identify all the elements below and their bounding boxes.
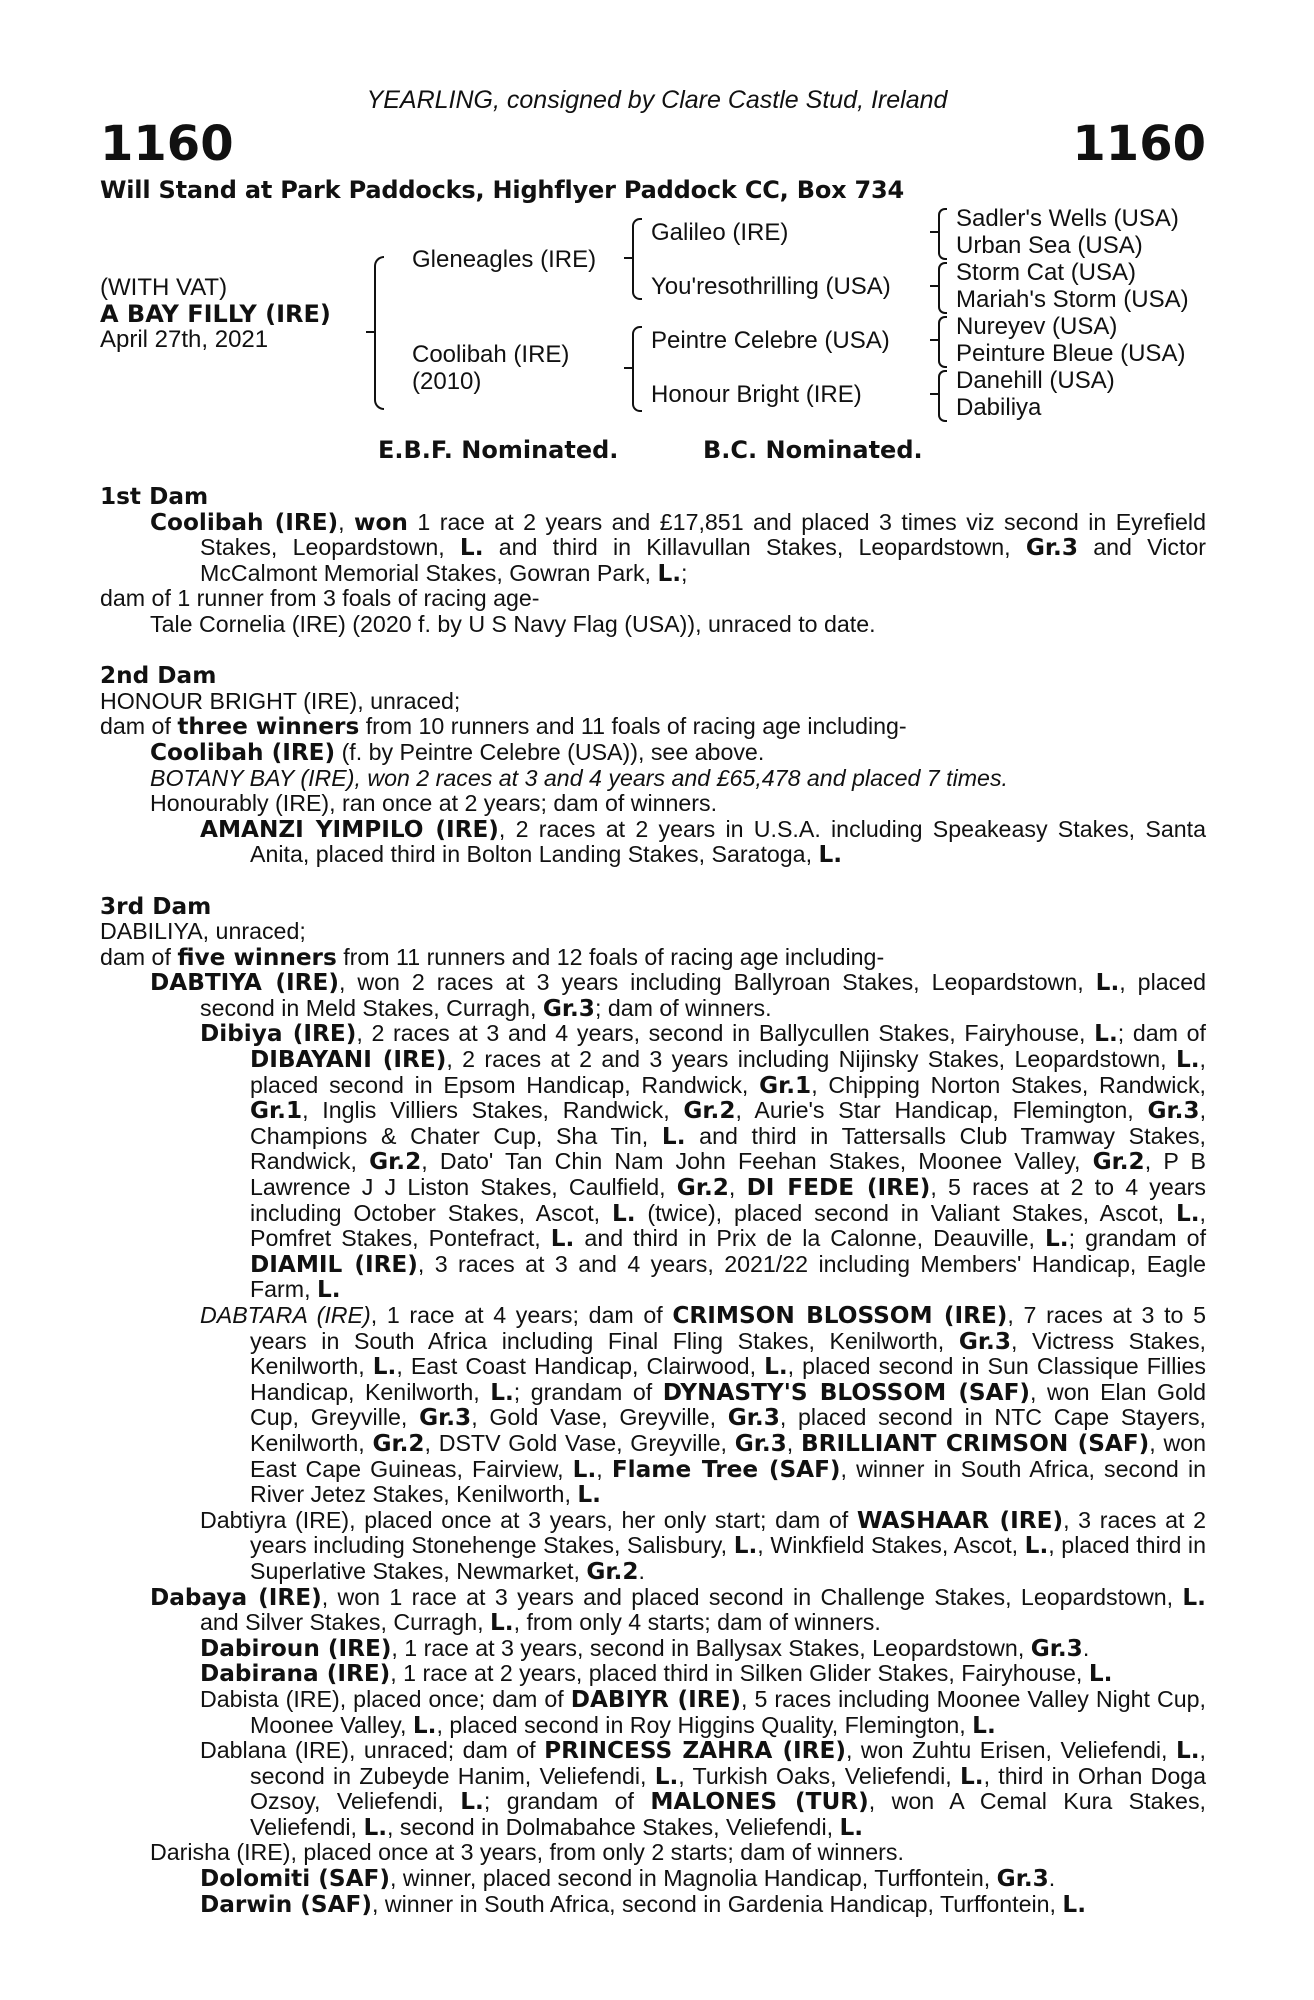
entry-segment: , Gold Vase, Greyville, — [471, 1404, 728, 1431]
pedigree-brace-sire-point — [624, 257, 632, 259]
second-dam-grandchild — [100, 817, 1206, 868]
entry-segment: L. — [1088, 1660, 1113, 1688]
third-dam-line: DABILIYA, unraced; — [100, 918, 306, 945]
pedigree-entry — [100, 1840, 1206, 1866]
entry-segment: , 5 races including Moonee Valley Night Cup, Moonee Valley, — [250, 1685, 1206, 1738]
pedigree-brace-g1-point — [930, 231, 938, 233]
entry-segment: , placed second in Roy Higgins Quality, Flemington, — [436, 1711, 973, 1738]
third-dam-winners: five winners — [177, 943, 337, 971]
entry-segment: ; grandam of — [1068, 1225, 1207, 1252]
entry-segment: Flame Tree (SAF) — [611, 1455, 841, 1483]
entry-segment: , Dato' Tan Chin Nam John Feehan Stakes, Moonee Valley, — [421, 1148, 1093, 1175]
entry-segment: Gr.2 — [372, 1429, 425, 1457]
first-dam-record: Coolibah (IRE), won 1 race at 2 years and £17,851 and placed 3 times viz second in Eyrefield Stakes, Leopardstown, L. and third in Killavullan Stakes, Leopardstown, Gr.3 and Victor McCalmont Memorial Stakes, Gowran Park, L.; — [150, 508, 1206, 587]
entry-segment: , placed second in Sun Classique Fillies Handicap, Kenilworth, — [250, 1353, 1206, 1405]
first-dam-name: Coolibah (IRE) — [150, 508, 339, 536]
pedigree-sire: Gleneagles (IRE) — [412, 246, 597, 273]
pedigree-g7: Danehill (USA) — [956, 367, 1115, 394]
entry-segment: , from only 4 starts; dam of winners. — [513, 1609, 881, 1636]
entry-segment: , placed second in Epsom Handicap, Randwick, — [250, 1046, 1206, 1098]
pedigree-brace-main — [374, 256, 384, 410]
entry-segment: , won Zuhtu Erisen, Veliefendi, — [845, 1737, 1176, 1764]
first-dam-heading: 1st Dam — [100, 483, 209, 510]
entry-segment: L. — [1045, 1225, 1069, 1253]
entry-segment: Dablana (IRE), unraced; dam of — [200, 1737, 545, 1764]
pedigree-entry — [100, 1021, 1206, 1303]
pedigree-dam-year: (2010) — [412, 368, 482, 395]
entry-segment: Gr.3 — [996, 1865, 1049, 1893]
entry-segment: , second in Dolmabahce Stakes, Veliefendi, — [387, 1813, 840, 1840]
first-dam-text-3: and Victor McCalmont Memorial Stakes, Gowran Park, — [200, 534, 1206, 586]
first-dam-won: won — [354, 508, 408, 536]
pedigree-g3: Storm Cat (USA) — [956, 259, 1137, 286]
child-1-name: Coolibah (IRE) — [150, 738, 336, 766]
pedigree-entry — [100, 1636, 1206, 1662]
first-dam-produce: dam of 1 runner from 3 foals of racing age- — [100, 585, 540, 612]
entry-segment: , placed second in NTC Cape Stayers, Kenilworth, — [250, 1404, 1206, 1456]
pedigree-dam-dam: Honour Bright (IRE) — [651, 381, 862, 408]
entry-segment: L. — [363, 1813, 388, 1841]
entry-segment: L. — [412, 1711, 437, 1739]
lot-number-right: 1160 — [1072, 116, 1206, 172]
pedigree-brace-dam-point — [624, 367, 632, 369]
second-dam-heading: 2nd Dam — [100, 662, 217, 690]
third-dam-produce-b: from 11 runners and 12 foals of racing age including- — [336, 943, 885, 970]
entry-segment: ; grandam of — [483, 1788, 651, 1815]
pedigree-g8: Dabiliya — [956, 394, 1042, 421]
entry-segment: L. — [972, 1711, 996, 1739]
entry-segment: Dabirana (IRE) — [200, 1660, 391, 1688]
consignment-line: YEARLING, consigned by Clare Castle Stud, Ireland — [366, 86, 948, 114]
pedigree-brace-g2-point — [930, 285, 938, 287]
entry-segment: (twice), placed second in Valiant Stakes, Ascot, — [635, 1199, 1176, 1226]
entry-segment: L. — [372, 1353, 397, 1381]
entry-segment: DABTARA (IRE) — [200, 1302, 371, 1328]
entry-segment: L. — [489, 1609, 514, 1637]
grandchild-name: AMANZI YIMPILO (IRE) — [200, 815, 499, 843]
entry-segment: ; grandam of — [513, 1378, 663, 1405]
pedigree-brace-g2 — [938, 262, 947, 314]
pedigree-g5: Nureyev (USA) — [956, 313, 1118, 340]
entry-segment: , won 1 race at 3 years and placed second in Challenge Stakes, Leopardstown, — [321, 1583, 1183, 1610]
pedigree-entry — [100, 1866, 1206, 1892]
entry-segment: Gr.3 — [734, 1429, 787, 1457]
pedigree-entry — [100, 970, 1206, 1021]
entry-segment: , 2 races at 2 and 3 years including Nijinsky Stakes, Leopardstown, — [446, 1046, 1176, 1073]
entry-segment: Gr.3 — [727, 1404, 780, 1432]
vat-note: (WITH VAT) — [100, 274, 228, 301]
entry-segment: , 1 race at 3 years, second in Ballysax Stakes, Leopardstown, — [391, 1634, 1031, 1661]
entry-segment: L. — [1175, 1737, 1200, 1765]
entry-segment: , 2 races at 3 and 4 years, second in Ballycullen Stakes, Fairyhouse, — [356, 1020, 1095, 1047]
entry-segment: , second in Zubeyde Hanim, Veliefendi, — [250, 1737, 1206, 1789]
entry-segment: WASHAAR (IRE) — [856, 1506, 1064, 1534]
entry-segment: Gr.2 — [1092, 1148, 1145, 1176]
entry-segment: , third in Orhan Doga Ozsoy, Veliefendi, — [250, 1762, 1207, 1815]
horse-name: A BAY FILLY (IRE) — [100, 300, 331, 328]
entry-segment: Gr.2 — [676, 1174, 729, 1202]
entry-segment: BRILLIANT CRIMSON (SAF) — [800, 1429, 1150, 1457]
pedigree-brace-g3 — [938, 316, 947, 368]
entry-segment: Gr.1 — [250, 1097, 303, 1125]
entry-segment: L. — [764, 1353, 788, 1381]
entry-segment: DIAMIL (IRE) — [250, 1250, 418, 1278]
pedigree-g1: Sadler's Wells (USA) — [956, 205, 1179, 232]
entry-segment: , Champions & Chater Cup, Sha Tin, — [250, 1097, 1207, 1149]
entry-segment: Dabiroun (IRE) — [200, 1634, 392, 1662]
entry-segment: Gr.2 — [369, 1148, 422, 1176]
entry-segment: , 3 races at 3 and 4 years, 2021/22 including Members' Handicap, Eagle Farm, — [250, 1250, 1206, 1303]
pedigree-brace-g1 — [938, 208, 947, 260]
entry-segment: L. — [661, 1122, 686, 1150]
second-dam-child-3: Honourably (IRE), ran once at 2 years; dam of winners. — [150, 790, 718, 817]
first-dam-group: Gr.3 — [1025, 534, 1078, 562]
entry-segment: Gr.3 — [542, 994, 595, 1022]
pedigree-entry — [100, 1508, 1206, 1585]
pedigree-entry — [100, 1585, 1206, 1636]
entry-segment: , won A Cemal Kura Stakes, Veliefendi, — [250, 1788, 1206, 1840]
entry-segment: Dabista (IRE), placed once; dam of — [200, 1685, 571, 1712]
entry-segment: , — [596, 1455, 612, 1482]
entry-segment: . — [1082, 1634, 1090, 1661]
grandchild-listed: L. — [818, 841, 843, 869]
entry-segment: , DSTV Gold Vase, Greyville, — [424, 1429, 735, 1456]
entry-segment: , 3 races at 2 years including Stonehenge Stakes, Salisbury, — [250, 1506, 1207, 1559]
entry-segment: L. — [1024, 1532, 1049, 1560]
entry-segment: ; dam of winners. — [594, 994, 772, 1021]
entry-segment: , — [728, 1174, 747, 1201]
entry-segment: , winner in South Africa, second in Gardenia Handicap, Turffontein, — [371, 1890, 1063, 1917]
stand-location: Will Stand at Park Paddocks, Highflyer Paddock CC, Box 734 — [100, 176, 905, 204]
first-dam-text-4: ; — [681, 559, 688, 586]
entry-segment: L. — [1175, 1199, 1200, 1227]
entry-segment: , winner, placed second in Magnolia Handicap, Turffontein, — [389, 1865, 997, 1892]
entry-segment: L. — [490, 1378, 514, 1406]
entry-segment: , 5 races at 2 to 4 years including October Stakes, Ascot, — [250, 1174, 1206, 1226]
entry-segment: L. — [577, 1481, 601, 1509]
second-dam-child-1 — [100, 740, 1206, 766]
entry-segment: L. — [1175, 1046, 1200, 1074]
entry-segment: DYNASTY'S BLOSSOM (SAF) — [662, 1378, 1031, 1406]
grandchild-text: , 2 races at 2 years in U.S.A. including Speakeasy Stakes, Santa Anita, placed third in Bolton Landing Stakes, Saratoga, — [250, 815, 1206, 868]
entry-segment: L. — [460, 1788, 484, 1816]
third-dam-produce-a: dam of — [100, 943, 178, 970]
entry-segment: L. — [839, 1813, 864, 1841]
entry-segment: Gr.3 — [1147, 1097, 1200, 1125]
entry-segment: Gr.2 — [683, 1097, 736, 1125]
pedigree-brace-g4 — [938, 370, 947, 422]
entry-segment: L. — [316, 1276, 341, 1304]
entry-segment: Gr.2 — [586, 1557, 639, 1585]
entry-segment: , placed second in Meld Stakes, Curragh, — [200, 969, 1206, 1021]
entry-segment: , Chipping Norton Stakes, Randwick, — [811, 1071, 1206, 1098]
pedigree-entry — [100, 1892, 1206, 1918]
entry-segment: Darwin (SAF) — [200, 1890, 372, 1918]
pedigree-sire-sire: Galileo (IRE) — [651, 219, 789, 246]
first-dam-listed-2: L. — [657, 559, 682, 587]
third-dam-entries — [100, 970, 1206, 1917]
second-dam-winners: three winners — [177, 713, 360, 741]
first-dam-foal: Tale Cornelia (IRE) (2020 f. by U S Navy Flag (USA)), unraced to date. — [150, 610, 876, 637]
entry-segment: DABTIYA (IRE) — [150, 969, 339, 997]
catalogue-text — [100, 484, 1206, 1917]
pedigree-dam-sire: Peintre Celebre (USA) — [651, 327, 890, 354]
entry-segment: Dabaya (IRE) — [150, 1583, 322, 1611]
entry-segment: , placed third in Superlative Stakes, Newmarket, — [250, 1532, 1206, 1584]
entry-segment: Gr.1 — [759, 1071, 812, 1099]
entry-segment: , Inglis Villiers Stakes, Randwick, — [302, 1097, 684, 1124]
entry-segment: , Turkish Oaks, Veliefendi, — [678, 1762, 960, 1789]
pedigree-entry — [100, 1738, 1206, 1840]
second-dam-line: HONOUR BRIGHT (IRE), unraced; — [100, 687, 461, 714]
second-dam-produce — [100, 714, 1206, 740]
entry-segment: L. — [1095, 969, 1120, 997]
entry-segment: , East Coast Handicap, Clairwood, — [396, 1353, 765, 1380]
pedigree-entry — [100, 1687, 1206, 1738]
entry-segment: and Silver Stakes, Curragh, — [200, 1609, 490, 1636]
entry-segment: . — [1048, 1865, 1056, 1892]
bc-nomination: B.C. Nominated. — [703, 436, 923, 464]
entry-segment: PRINCESS ZAHRA (IRE) — [544, 1737, 846, 1765]
entry-segment: DI FEDE (IRE) — [746, 1174, 931, 1202]
entry-segment: L. — [1094, 1020, 1118, 1048]
entry-segment: . — [638, 1557, 645, 1584]
entry-segment: Darisha (IRE), placed once at 3 years, from only 2 starts; dam of winners. — [150, 1839, 904, 1866]
entry-segment: L. — [550, 1225, 575, 1253]
child-1-text: (f. by Peintre Celebre (USA)), see above. — [335, 738, 765, 765]
second-dam-child-2: BOTANY BAY (IRE), won 2 races at 3 and 4 years and £65,478 and placed 7 times. — [150, 764, 1008, 791]
entry-segment: Gr.3 — [958, 1327, 1011, 1355]
first-dam-listed-1: L. — [459, 534, 484, 562]
entry-segment: DABIYR (IRE) — [570, 1685, 742, 1713]
pedigree-g2: Urban Sea (USA) — [956, 232, 1143, 259]
pedigree-g4: Mariah's Storm (USA) — [956, 286, 1189, 313]
pedigree-brace-g4-point — [930, 393, 938, 395]
entry-segment: , Winkfield Stakes, Ascot, — [757, 1532, 1025, 1559]
entry-segment: Gr.3 — [1030, 1634, 1083, 1662]
entry-segment: ; dam of — [1117, 1020, 1206, 1047]
entry-segment: , P B Lawrence J J Liston Stakes, Caulfield, — [250, 1148, 1206, 1201]
entry-segment: , — [786, 1429, 801, 1456]
entry-segment: L. — [572, 1455, 597, 1483]
entry-segment: and third in Prix de la Calonne, Deauville, — [574, 1225, 1046, 1252]
lot-number-left: 1160 — [100, 116, 234, 172]
foaling-date: April 27th, 2021 — [100, 326, 269, 353]
entry-segment: , 1 race at 2 years, placed third in Silken Glider Stakes, Fairyhouse, — [390, 1660, 1089, 1687]
first-dam-text-2: and third in Killavullan Stakes, Leopardstown, — [483, 534, 1026, 561]
entry-segment: , 1 race at 4 years; dam of — [370, 1302, 673, 1328]
second-dam-produce-a: dam of — [100, 713, 178, 740]
entry-segment: , winner in South Africa, second in River Jetez Stakes, Kenilworth, — [250, 1455, 1207, 1508]
pedigree-entry — [100, 1303, 1206, 1508]
pedigree-sire-dam: You'resothrilling (USA) — [651, 273, 891, 300]
entry-segment: , Victress Stakes, Kenilworth, — [250, 1327, 1206, 1380]
third-dam-heading: 3rd Dam — [100, 892, 212, 920]
entry-segment: L. — [1062, 1890, 1087, 1918]
entry-segment: L. — [960, 1762, 984, 1790]
pedigree-dam: Coolibah (IRE) — [412, 341, 570, 368]
pedigree-brace-main-point — [366, 331, 374, 333]
entry-segment: Dibiya (IRE) — [200, 1020, 357, 1048]
entry-segment: , 7 races at 3 to 5 years in South Africa including Final Fling Stakes, Kenilworth, — [250, 1302, 1206, 1354]
pedigree-g6: Peinture Bleue (USA) — [956, 340, 1186, 367]
pedigree-entry — [100, 1661, 1206, 1687]
entry-segment: L. — [611, 1199, 636, 1227]
ebf-nomination: E.B.F. Nominated. — [378, 436, 619, 464]
entry-segment: , won Elan Gold Cup, Greyville, — [250, 1378, 1207, 1431]
first-dam-text-1: 1 race at 2 years and £17,851 and placed 3 times viz second in Eyrefield Stakes, Leopardstown, — [200, 508, 1206, 561]
entry-segment: CRIMSON BLOSSOM (IRE) — [672, 1302, 1008, 1329]
entry-segment: Dolomiti (SAF) — [200, 1865, 390, 1893]
pedigree-brace-sire — [632, 218, 642, 300]
entry-segment: Gr.3 — [419, 1404, 472, 1432]
second-dam-produce-b: from 10 runners and 11 foals of racing age including- — [359, 713, 907, 740]
entry-segment: , won East Cape Guineas, Fairview, — [250, 1429, 1207, 1482]
entry-segment: L. — [654, 1762, 679, 1790]
entry-segment: L. — [733, 1532, 758, 1560]
entry-segment: DIBAYANI (IRE) — [250, 1046, 447, 1074]
pedigree-brace-dam — [632, 326, 642, 412]
entry-segment: , won 2 races at 3 years including Ballyroan Stakes, Leopardstown, — [338, 969, 1096, 996]
entry-segment: , Pomfret Stakes, Pontefract, — [250, 1199, 1206, 1252]
entry-segment: , Aurie's Star Handicap, Flemington, — [735, 1097, 1148, 1124]
pedigree-brace-g3-point — [930, 339, 938, 341]
third-dam-produce — [100, 945, 1206, 971]
entry-segment: L. — [1182, 1583, 1206, 1611]
entry-segment: Dabtiyra (IRE), placed once at 3 years, her only start; dam of — [200, 1506, 857, 1533]
entry-segment: MALONES (TUR) — [650, 1788, 869, 1816]
entry-segment: and third in Tattersalls Club Tramway Stakes, Randwick, — [250, 1122, 1206, 1175]
